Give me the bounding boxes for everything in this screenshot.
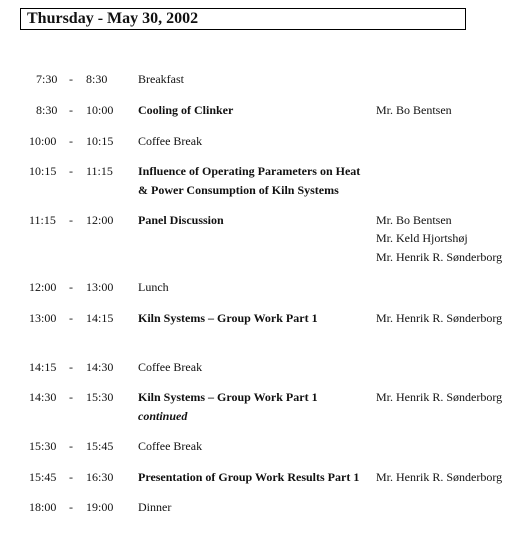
row-title: Coffee Break [138, 360, 203, 374]
row-title-continued: continued [138, 409, 188, 423]
row-start-time: 14:15 [29, 360, 57, 374]
row-dash: - [69, 360, 73, 374]
row-title: Lunch [138, 280, 169, 294]
row-speaker: Mr. Henrik R. Sønderborg [376, 390, 503, 404]
row-end-time: 13:00 [86, 280, 114, 294]
row-title-line2: & Power Consumption of Kiln Systems [138, 183, 339, 197]
row-dash: - [69, 280, 73, 294]
row-dash: - [69, 470, 73, 484]
row-start-time: 15:45 [29, 470, 57, 484]
row-dash: - [69, 311, 73, 325]
row-end-time: 11:15 [86, 164, 113, 178]
row-end-time: 14:15 [86, 311, 114, 325]
row-dash: - [69, 103, 73, 117]
row-speaker: Mr. Bo Bentsen [376, 213, 452, 227]
day-header-box [20, 8, 466, 30]
row-title: Coffee Break [138, 439, 203, 453]
row-end-time: 10:00 [86, 103, 114, 117]
row-start-time: 8:30 [36, 103, 58, 117]
row-end-time: 19:00 [86, 500, 114, 514]
row-title: Breakfast [138, 72, 184, 86]
row-start-time: 14:30 [29, 390, 57, 404]
row-dash: - [69, 439, 73, 453]
row-title: Cooling of Clinker [138, 103, 234, 117]
row-start-time: 18:00 [29, 500, 57, 514]
row-start-time: 10:15 [29, 164, 57, 178]
row-dash: - [69, 164, 73, 178]
row-start-time: 15:30 [29, 439, 57, 453]
row-end-time: 16:30 [86, 470, 114, 484]
row-title: Kiln Systems – Group Work Part 1 [138, 390, 318, 404]
row-start-time: 12:00 [29, 280, 57, 294]
row-start-time: 13:00 [29, 311, 57, 325]
row-dash: - [69, 134, 73, 148]
row-end-time: 14:30 [86, 360, 114, 374]
row-dash: - [69, 213, 73, 227]
row-title: Coffee Break [138, 134, 203, 148]
row-dash: - [69, 390, 73, 404]
row-dash: - [69, 500, 73, 514]
row-start-time: 10:00 [29, 134, 57, 148]
row-title: Presentation of Group Work Results Part 1 [138, 470, 360, 484]
row-speaker: Mr. Bo Bentsen [376, 103, 452, 117]
row-dash: - [69, 72, 73, 86]
row-end-time: 15:30 [86, 390, 114, 404]
row-end-time: 15:45 [86, 439, 114, 453]
row-end-time: 10:15 [86, 134, 114, 148]
row-end-time: 12:00 [86, 213, 114, 227]
row-title: Influence of Operating Parameters on Heat [138, 164, 361, 178]
row-end-time: 8:30 [86, 72, 108, 86]
row-speaker: Mr. Keld Hjortshøj [376, 231, 468, 245]
row-start-time: 11:15 [29, 213, 56, 227]
row-speaker: Mr. Henrik R. Sønderborg [376, 250, 503, 264]
row-speaker: Mr. Henrik R. Sønderborg [376, 311, 503, 325]
day-title: Thursday - May 30, 2002 [27, 10, 199, 27]
row-speaker: Mr. Henrik R. Sønderborg [376, 470, 503, 484]
row-start-time: 7:30 [36, 72, 58, 86]
row-title: Kiln Systems – Group Work Part 1 [138, 311, 318, 325]
row-title: Dinner [138, 500, 172, 514]
row-title: Panel Discussion [138, 213, 224, 227]
